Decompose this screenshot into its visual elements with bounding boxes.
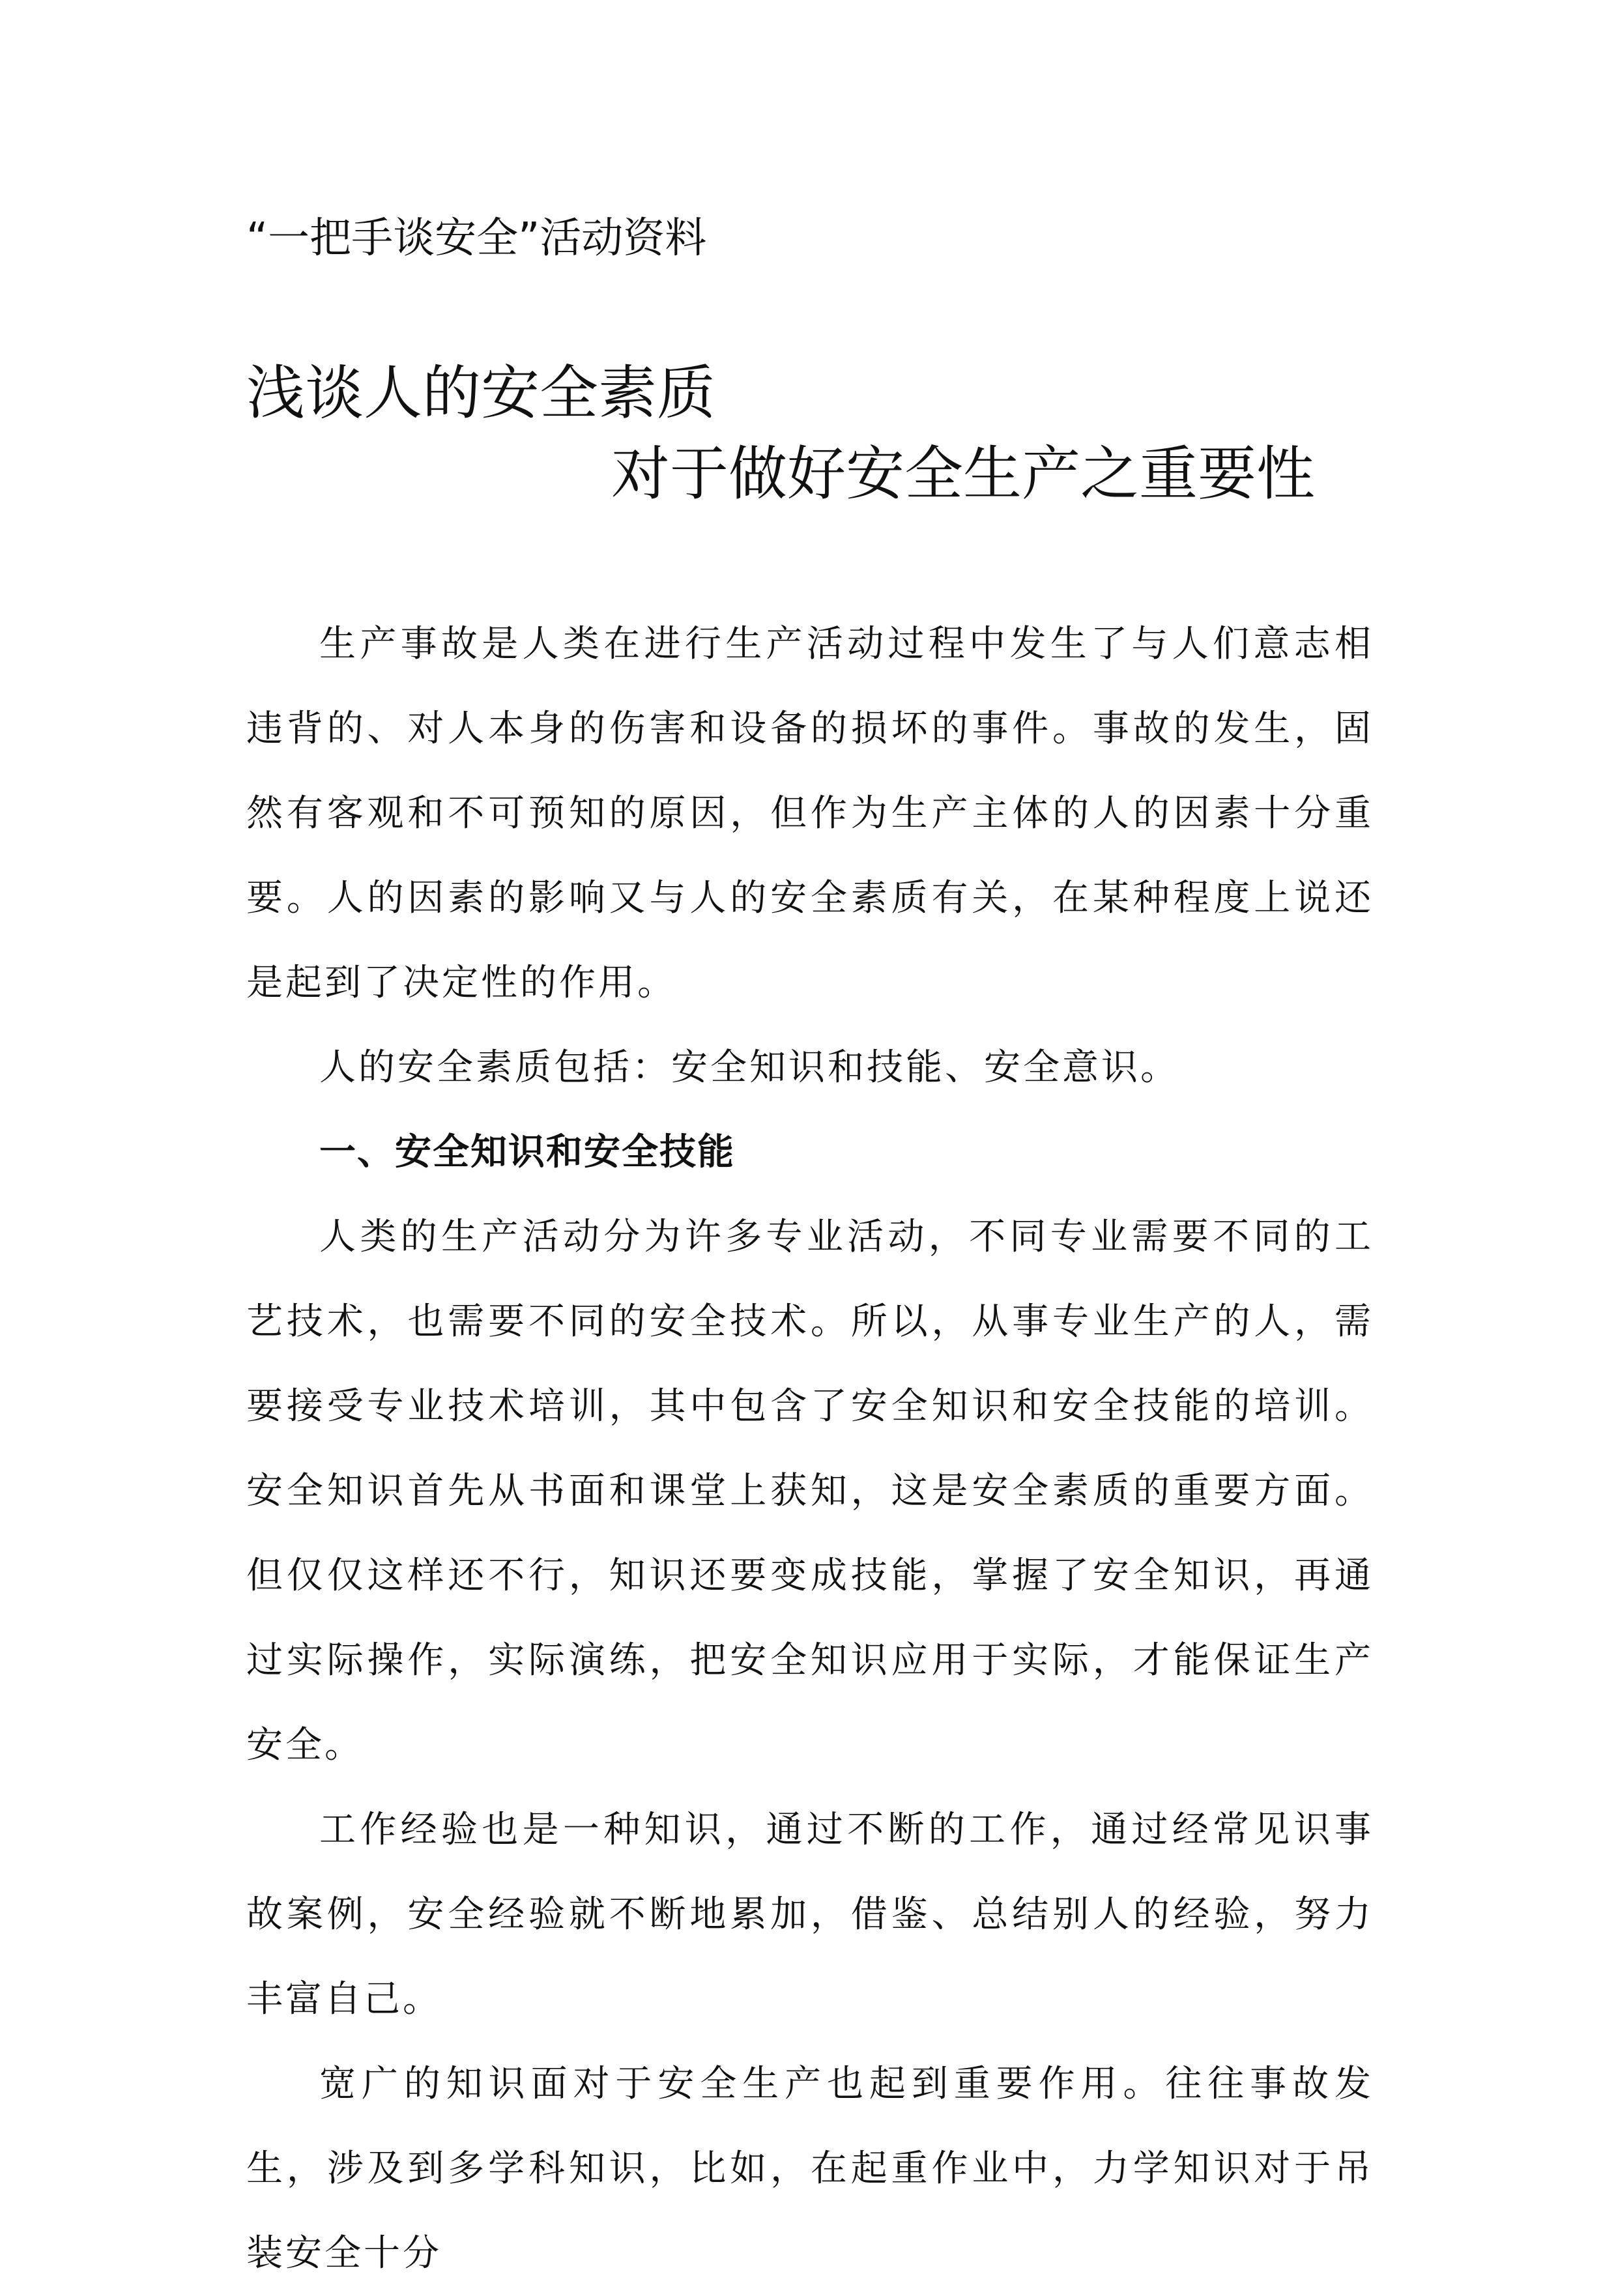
- body-paragraph-summary: 人的安全素质包括：安全知识和技能、安全意识。: [319, 1046, 1179, 1089]
- section-1-paragraph-1: 人类的生产活动分为许多专业活动，不同专业需要不同的工艺技术，也需要不同的安全技术。所以，从事专业生产的人，需要接受专业技术培训，其中包含了安全知识和安全技能的培训。安全知识首先从书面和课堂上获知，这是安全素质的重要方面。但仅仅这样还不行，知识还要变成技能，掌握了安全知识，再通过实际操作，实际演练，把安全知识应用于实际，才能保证生产安全。: [246, 1216, 1374, 1766]
- activity-header-label: “一把手谈安全”活动资料: [246, 214, 707, 263]
- section-1-paragraph-3: 宽广的知识面对于安全生产也起到重要作用。往往事故发生，涉及到多学科知识，比如，在起重作业中，力学知识对于吊装安全十分: [246, 2063, 1374, 2274]
- section-heading-knowledge-skills: 一、安全知识和安全技能: [319, 1131, 735, 1173]
- section-1-paragraph-2: 工作经验也是一种知识，通过不断的工作，通过经常见识事故案例，安全经验就不断地累加，借鉴、总结别人的经验，努力丰富自己。: [246, 1809, 1374, 2020]
- document-body: [246, 602, 1374, 2296]
- document-title-line-1: 浅谈人的安全素质: [246, 359, 715, 427]
- document-title-line-2: 对于做好安全生产之重要性: [611, 440, 1315, 508]
- body-paragraph-intro: 生产事故是人类在进行生产活动过程中发生了与人们意志相违背的、对人本身的伤害和设备的损坏的事件。事故的发生，固然有客观和不可预知的原因，但作为生产主体的人的因素十分重要。人的因素的影响又与人的安全素质有关，在某种程度上说还是起到了决定性的作用。: [246, 623, 1374, 1004]
